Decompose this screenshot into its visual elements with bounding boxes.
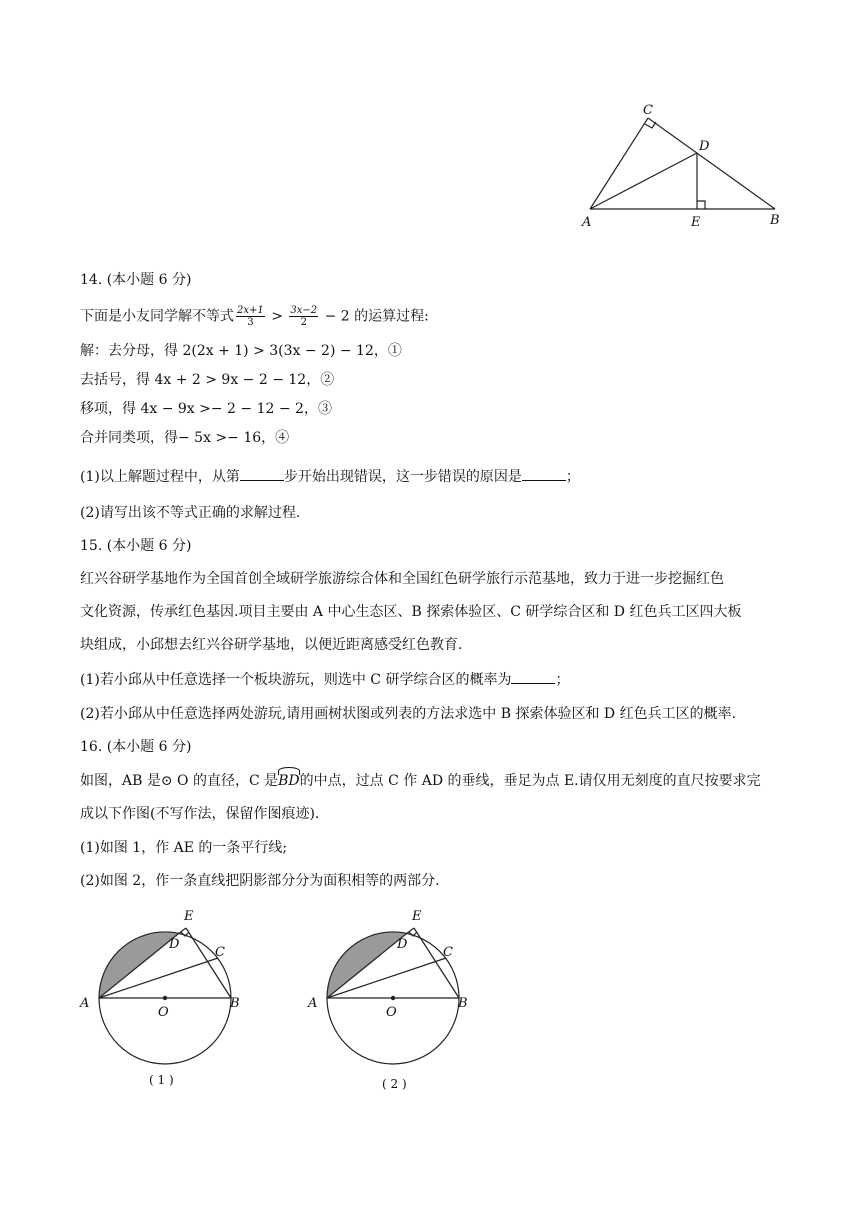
label-O: O [386,1005,397,1020]
q14-part1-a: (1)以上解题过程中，从第 [80,469,240,485]
fraction-2-numerator: 3x−2 [290,305,318,316]
label-E: E [184,909,194,924]
label-E: E [691,215,701,230]
fraction-1-numerator: 2x+1 [237,305,264,316]
circle-figure-1 [70,900,270,1095]
arc-bd-symbol: BD [278,773,300,789]
q15-part1-a: (1)若小邱从中任意选择一个板块游玩，则选中 C 研学综合区的概率为 [80,672,512,688]
q16-para1 [80,771,761,791]
caption-1: ( 1 ) [149,1073,174,1087]
q14-header: 14. (本小题 6 分) [80,272,192,288]
q16-para2: 成以下作图(不写作法，保留作图痕迹). [80,806,320,822]
q15-part2: (2)若小邱从中任意选择两处游玩,请用画树状图或列表的方法求选中 B 探索体验区和 D 红色兵工区的概率. [80,706,737,722]
label-B: B [770,213,780,228]
answer-blank [240,468,284,481]
q14-step4: 合并同类项，得− 5x >− 16，④ [80,430,290,446]
label-E: E [412,909,422,924]
label-D: D [397,937,408,952]
q14-intro [80,305,429,328]
q14-part1-b: 步开始出现错误，这一步错误的原因是 [283,469,522,485]
label-C: C [215,945,225,960]
q15-para1: 红兴谷研学基地作为全国首创全域研学旅游综合体和全国红色研学旅行示范基地，致力于进一步挖掘红色 [80,571,724,587]
q15-header: 15. (本小题 6 分) [80,538,192,554]
triangle-figure [570,100,800,235]
q14-part1 [80,467,580,487]
label-A: A [80,996,90,1011]
q14-step1: 解：去分母，得 2(2x + 1) > 3(3x − 2) − 12，① [80,343,402,359]
label-C: C [443,945,453,960]
q14-part1-c: ； [565,469,580,485]
answer-blank [522,468,566,481]
label-A: A [308,996,318,1011]
q14-intro-a: 下面是小友同学解不等式 [80,308,234,325]
label-B: B [458,996,468,1011]
q15-part1-b: ； [555,672,570,688]
circle-figure-2 [298,900,498,1095]
q16-part1: (1)如图 1，作 AE 的一条平行线; [80,840,288,856]
label-C: C [643,103,653,118]
q16-para1-a: 如图，AB 是⊙ O 的直径，C 是 [80,773,279,789]
q16-header: 16. (本小题 6 分) [80,739,192,755]
label-D: D [699,139,710,154]
q14-part2: (2)请写出该不等式正确的求解过程. [80,505,301,521]
q15-part1 [80,670,569,690]
label-O: O [158,1005,169,1020]
label-D: D [169,937,180,952]
label-B: B [230,996,240,1011]
fraction-2 [289,305,318,328]
q15-para3: 块组成，小邱想去红兴谷研学基地，以便近距离感受红色教育. [80,637,463,653]
fraction-1 [236,305,265,328]
q15-para2: 文化资源，传承红色基因.项目主要由 A 中心生态区、B 探索体验区、C 研学综合区和 D 红色兵工区四大板 [80,604,742,620]
q14-step2: 去括号，得 4x + 2 > 9x − 2 − 12，② [80,372,335,388]
fraction-2-denominator: 2 [300,317,307,328]
label-A: A [582,215,592,230]
caption-2: ( 2 ) [382,1077,407,1091]
gt-sign: > [266,308,288,325]
fraction-1-denominator: 3 [247,317,254,328]
q14-step3: 移项，得 4x − 9x >− 2 − 12 − 2，③ [80,401,332,417]
answer-blank [511,671,555,684]
q16-part2: (2)如图 2，作一条直线把阴影部分分为面积相等的两部分. [80,873,440,889]
q14-intro-b: − 2 的运算过程: [320,308,429,325]
q16-para1-b: 的中点，过点 C 作 AD 的垂线，垂足为点 E.请仅用无刻度的直尺按要求完 [299,773,761,789]
